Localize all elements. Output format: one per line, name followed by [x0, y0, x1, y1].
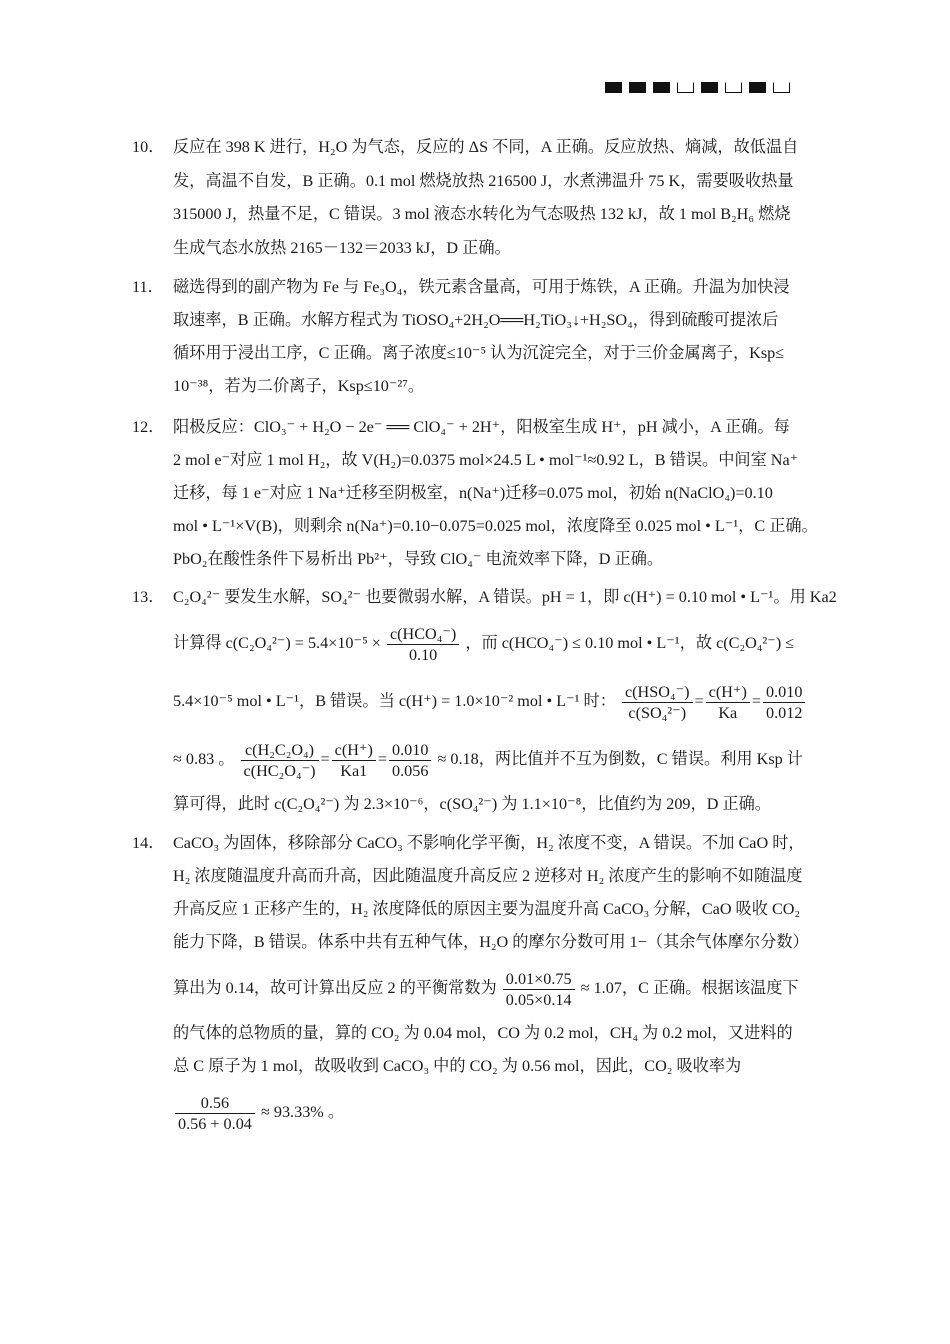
fraction-denominator: 0.10	[408, 645, 438, 664]
text-line: mol • L⁻¹×V(B)，则剩余 n(Na⁺)=0.10−0.075=0.025 mol，浓度降至 0.025 mol • L⁻¹，C 正确。	[173, 517, 818, 535]
fraction-denominator: 0.56 + 0.04	[178, 1114, 252, 1133]
fraction	[763, 682, 805, 723]
text-line: 阳极反应：ClO₃⁻ + H₂O − 2e⁻ ══ ClO₄⁻ + 2H⁺，阳极室生成 H⁺，pH 减小，A 正确。每	[173, 418, 790, 436]
answer-item-11	[132, 271, 814, 403]
answer-item-10	[132, 131, 814, 265]
text-segment: ，而 c(HCO₄⁻) ≤ 0.10 mol • L⁻¹，故 c(C₂O₄²⁻) ≤	[465, 634, 795, 652]
text-line: 2 mol e⁻对应 1 mol H₂，故 V(H₂)=0.0375 mol×24.5 L • mol⁻¹≈0.92 L，B 错误。中间室 Na⁺	[173, 451, 799, 469]
fraction-numerator: c(H₂C₂O₄)	[241, 740, 319, 761]
text-segment: ≈ 93.33% 。	[260, 1103, 345, 1121]
fraction-numerator: c(H⁺)	[332, 740, 376, 761]
text-line: 磁选得到的副产物为 Fe 与 Fe₃O₄，铁元素含量高，可用于炼铁，A 正确。升温为加快浸	[173, 278, 790, 296]
text-line: C₂O₄²⁻ 要发生水解，SO₄²⁻ 也要微弱水解，A 错误。pH = 1，即 c(H⁺) = 0.10 mol • L⁻¹。用 Ka2	[173, 588, 837, 606]
text-line: 算可得，此时 c(C₂O₄²⁻) 为 2.3×10⁻⁶，c(SO₄²⁻) 为 1.1×10⁻⁸，比值约为 209，D 正确。	[173, 795, 771, 813]
text-line: 发，高温不自发，B 正确。0.1 mol 燃烧放热 216500 J，水煮沸温升 75 K，需要吸收热量	[173, 171, 794, 190]
header-marks	[605, 82, 790, 93]
answer-item-12	[132, 411, 818, 576]
answer-item-14	[132, 827, 814, 1141]
text-segment: ≈ 0.18，两比值并不互为倒数，C 错误。利用 Ksp 计	[437, 750, 803, 768]
fraction-numerator: 0.010	[389, 740, 431, 761]
header-mark	[653, 82, 670, 93]
item-number: 12．	[132, 418, 165, 436]
fraction	[241, 740, 319, 781]
formula-line	[173, 614, 814, 672]
fraction-denominator: c(SO₄²⁻)	[628, 703, 687, 722]
fraction	[503, 969, 575, 1010]
header-mark	[605, 82, 622, 93]
fraction	[622, 682, 693, 723]
text-line: PbO₂在酸性条件下易析出 Pb²⁺，导致 ClO₄⁻ 电流效率下降，D 正确。	[173, 550, 664, 568]
header-mark	[725, 82, 742, 93]
text-segment: 算出为 0.14，故可计算出反应 2 的平衡常数为	[173, 979, 497, 997]
fraction	[389, 740, 431, 781]
formula-line	[173, 1083, 814, 1141]
fraction-numerator: c(H⁺)	[706, 682, 750, 703]
text-segment: 5.4×10⁻⁵ mol • L⁻¹，B 错误。当 c(H⁺) = 1.0×10⁻² mol • L⁻¹ 时：	[173, 692, 616, 710]
header-mark	[629, 82, 646, 93]
text-segment: ≈ 0.83 。	[173, 750, 235, 768]
text-segment: 计算得 c(C₂O₄²⁻) = 5.4×10⁻⁵ ×	[173, 634, 381, 652]
header-mark	[701, 82, 718, 93]
header-mark	[773, 82, 790, 93]
header-mark	[677, 82, 694, 93]
text-segment: ≈ 1.07，C 正确。根据该温度下	[580, 979, 799, 997]
header-mark	[749, 82, 766, 93]
fraction-numerator: 0.56	[175, 1093, 255, 1114]
item-number: 13．	[132, 588, 165, 606]
fraction	[175, 1093, 255, 1134]
answer-item-13	[132, 581, 837, 821]
fraction-denominator: 0.056	[392, 761, 429, 780]
fraction	[706, 682, 750, 723]
text-line: 总 C 原子为 1 mol，故吸收到 CaCO₃ 中的 CO₂ 为 0.56 mol，因此，CO₂ 吸收率为	[173, 1057, 742, 1075]
text-line: 反应在 398 K 进行，H₂O 为气态，反应的 ΔS 不同，A 正确。反应放热、熵减，故低温自	[173, 138, 799, 156]
fraction-numerator: 0.01×0.75	[503, 969, 575, 990]
text-line: CaCO₃ 为固体，移除部分 CaCO₃ 不影响化学平衡，H₂ 浓度不变，A 错误。不加 CaO 时，	[173, 834, 805, 852]
answer-content	[132, 131, 837, 1141]
text-line: 取速率，B 正确。水解方程式为 TiOSO₄+2H₂O══H₂TiO₃↓+H₂SO₄，得到硫酸可提浓后	[173, 311, 779, 329]
formula-line	[173, 959, 814, 1017]
fraction-denominator: Ka	[718, 703, 738, 722]
fraction-denominator: Ka1	[340, 761, 368, 780]
text-line: 的气体的总物质的量，算的 CO₂ 为 0.04 mol，CO 为 0.2 mol，CH₄ 为 0.2 mol，又进料的	[173, 1024, 793, 1042]
fraction	[332, 740, 376, 781]
fraction-numerator: 0.010	[763, 682, 805, 703]
item-number: 11．	[132, 278, 164, 296]
fraction-denominator: 0.012	[766, 703, 803, 722]
text-line: H₂ 浓度随温度升高而升高，因此随温度升高反应 2 逆移对 H₂ 浓度产生的影响不如随温度	[173, 867, 803, 885]
text-line: 能力下降，B 错误。体系中共有五种气体，H₂O 的摩尔分数可用 1−（其余气体摩尔分数）	[173, 933, 809, 951]
formula-line: 5.4×10⁻⁵ mol • L⁻¹，B 错误。当 c(H⁺) = 1.0×10⁻² mol • L⁻¹ 时： $\frac{\text{c(HSO₄⁻)}}{\text{c(SO₄²⁻)}}$ = $\frac{c(H^+)}{Ka}$ = $\frac{0.010}{0.012}$	[173, 672, 814, 730]
text-line: 315000 J，热量不足，C 错误。3 mol 液态水转化为气态吸热 132 kJ，故 1 mol B₂H₆ 燃烧	[173, 205, 791, 223]
fraction-numerator: c(HCO₄⁻)	[387, 624, 459, 645]
fraction-numerator: c(HSO₄⁻)	[622, 682, 693, 703]
fraction	[387, 624, 459, 665]
fraction-denominator: c(HC₂O₄⁻)	[243, 761, 316, 780]
text-line: 迁移，每 1 e⁻对应 1 Na⁺迁移至阴极室，n(Na⁺)迁移=0.075 mol，初始 n(NaClO₄)=0.10	[173, 484, 773, 502]
text-line: 升高反应 1 正移产生的，H₂ 浓度降低的原因主要为温度升高 CaCO₃ 分解，CaO 吸收 CO₂	[173, 900, 801, 918]
item-number: 14．	[132, 834, 165, 852]
fraction-denominator: 0.05×0.14	[505, 990, 572, 1009]
item-number: 10．	[132, 138, 165, 156]
text-line: 生成气态水放热 2165－132＝2033 kJ，D 正确。	[173, 238, 511, 257]
formula-line: ≈ 0.83 。 $\frac{\text{c(H₂C₂O₄)}}{\text{c(HC₂O₄⁻)}}$ = $\frac{c(H^+)}{Ka1}$ = $\frac{0.010}{0.056}$ ≈ 0.18，两比值并不互为倒数，C 错误。利用 Ksp 计	[173, 740, 803, 780]
text-line: 循环用于浸出工序，C 正确。离子浓度≤10⁻⁵ 认为沉淀完全，对于三价金属离子，Ksp≤	[173, 344, 785, 362]
text-line: 10⁻³⁸，若为二价离子，Ksp≤10⁻²⁷。	[173, 377, 425, 395]
